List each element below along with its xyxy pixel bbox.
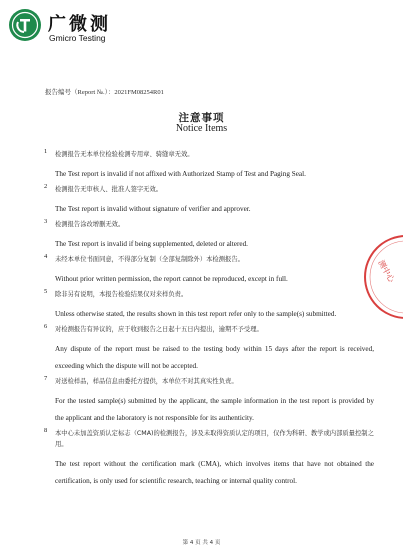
notice-text-en: Without prior written permission, the report cannot be reproduced, except in full.: [55, 275, 288, 283]
notice-item-8: [44, 428, 374, 490]
notice-text-cn: 未经本单位书面同意，不得部分复制（全部复制除外）本检测报告。: [55, 256, 244, 263]
notice-number: 8: [44, 427, 48, 434]
notice-text-cn: 本中心未加盖资质认定标志（CMA)的检测报告，涉及未取得资质认定的项目，仅作为科研、教学或内部质量控制之用。: [55, 430, 374, 448]
page-number: 第 4 页 共 4 页: [182, 540, 221, 546]
notice-item-3: [44, 219, 374, 253]
notice-item-1: [44, 149, 374, 183]
notice-text-cn: 检测报告无审核人、批准人签字无效。: [55, 186, 163, 193]
notice-text-cn: 检测报告无本单位检验检测专用章、骑缝章无效。: [55, 151, 194, 158]
notice-number: 3: [44, 218, 48, 225]
red-seal-stamp: [358, 232, 403, 322]
notice-number: 6: [44, 323, 48, 330]
notice-list: [44, 149, 374, 491]
notice-number: 5: [44, 288, 48, 295]
stamp-text: 测中心: [376, 258, 397, 284]
notice-item-4: [44, 254, 374, 288]
gmicro-logo-icon: [8, 8, 42, 42]
notice-text-en: Unless otherwise stated, the results shown in this test report refer only to the sample(s) submitted.: [55, 310, 337, 318]
notice-text-en: Any dispute of the report must be raised to the testing body within 15 days after the report is received, exceeding which the dispute will not be accepted.: [55, 345, 374, 370]
report-number: 报告编号（Report №.）：2021FM08254R01: [45, 89, 164, 96]
notice-item-5: [44, 289, 374, 323]
notice-text-cn: 对检测报告有异议的，应于收到报告之日起十五日内提出，逾期不予受理。: [55, 326, 263, 333]
notice-text-en: The Test report is invalid if not affixed with Authorized Stamp of Test and Paging Seal.: [55, 170, 306, 178]
notice-text-cn: 对送检样品，样品信息由委托方提供，本单位不对其真实性负责。: [55, 378, 238, 385]
brand-name-en: Gmicro Testing: [49, 33, 106, 43]
page-title-cn: 注意事项: [178, 112, 225, 124]
notice-number: 7: [44, 375, 48, 382]
notice-item-2: [44, 184, 374, 218]
notice-text-en: The Test report is invalid without signature of verifier and approver.: [55, 205, 251, 213]
notice-item-7: [44, 376, 374, 427]
brand-name-cn: 广微测: [48, 14, 111, 35]
notice-text-en: For the tested sample(s) submitted by the applicant, the sample information in the test report is provided by the applicant and the laboratory is not responsible for its authenticity.: [55, 397, 374, 422]
notice-text-en: The Test report is invalid if being supplemented, deleted or altered.: [55, 240, 248, 248]
notice-number: 2: [44, 183, 48, 190]
notice-text-cn: 除非另有说明，本报告检验结果仅对来样负责。: [55, 291, 188, 298]
page-title-en: Notice Items: [175, 123, 228, 134]
notice-number: 4: [44, 253, 48, 260]
notice-number: 1: [44, 148, 48, 155]
notice-text-cn: 检测报告涂改增删无效。: [55, 221, 125, 228]
notice-text-en: The test report without the certification mark (CMA), which involves items that have not obtained the certification, is only used for scientific research, teaching or internal quality control.: [55, 460, 374, 485]
notice-item-6: [44, 324, 374, 375]
